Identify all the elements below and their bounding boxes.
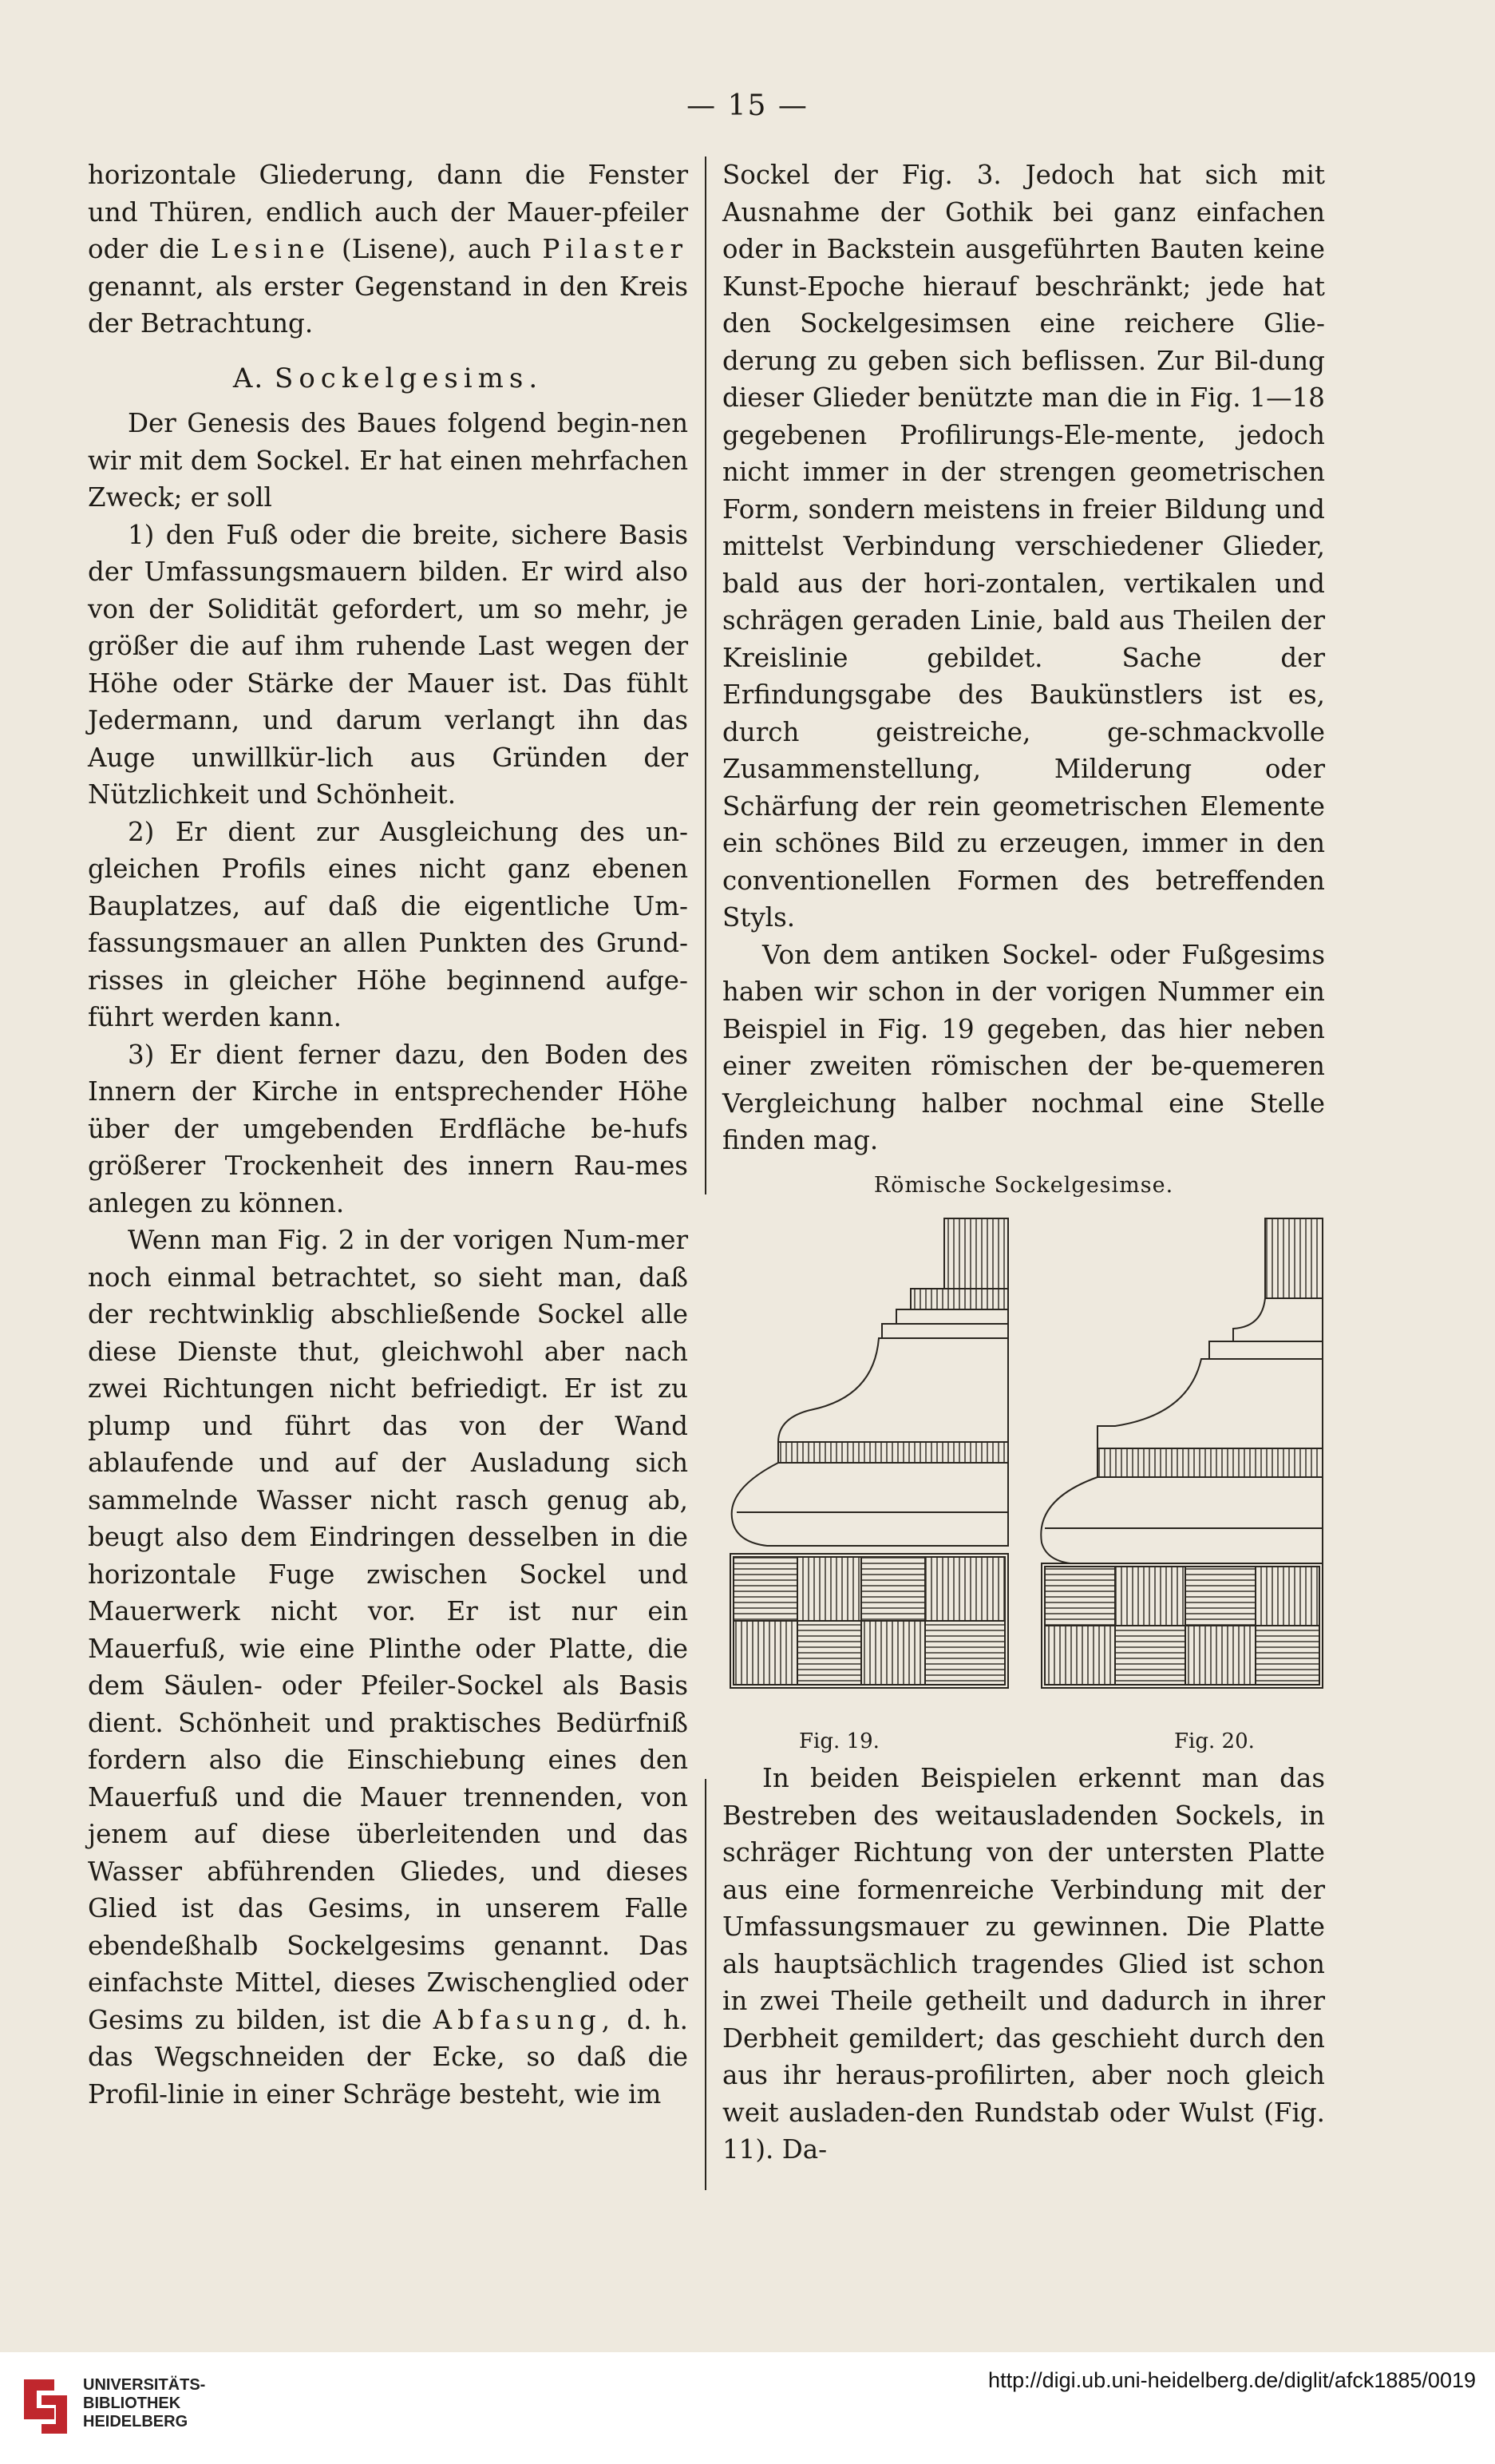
right-column bbox=[722, 156, 1325, 2169]
text-run: d. h. das Wegschneiden der Ecke, so daß die Profil-linie in einer Schräge besteht, wie im bbox=[88, 2004, 688, 2109]
spaced-term: Pilaster bbox=[542, 234, 688, 264]
text-run: (Lisene), auch bbox=[342, 234, 532, 264]
paragraph: Der Genesis des Baues folgend begin-nen wir mit dem Sockel. Er hat einen mehrfachen Zweck; er soll bbox=[88, 408, 688, 513]
fig-20-drawing bbox=[1041, 1218, 1323, 1688]
paragraph: In beiden Beispielen erkennt man das Bestreben des weitausladenden Sockels, in schräger Richtung von der untersten Platte aus eine formenreiche Verbindung mit der Umfassungsmauer zu gewinnen. Die Platte als hauptsächlich tragendes Glied ist schon in zwei Theile getheilt und dadurch in ihrer Derbheit gemildert; das geschieht durch den aus ihr heraus-profilirten, aber noch gleich weit ausladen-den Rundstab oder Wulst (Fig. 11). Da- bbox=[722, 1763, 1325, 2165]
paragraph bbox=[88, 1222, 688, 2113]
page-number: — 15 — bbox=[686, 89, 809, 122]
heading-prefix: A. bbox=[232, 362, 265, 394]
column-rule bbox=[705, 156, 706, 1194]
paragraph: 2) Er dient zur Ausgleichung des un-gleichen Profils eines nicht ganz ebenen Bauplatzes, auf daß die eigentliche Um-fassungsmauer an allen Punkten des Grund-risses in gleicher Höhe beginnend aufge-führt werden kann. bbox=[88, 816, 688, 1032]
source-url-link[interactable]: http://digi.ub.uni-heidelberg.de/diglit/afck1885/0019 bbox=[988, 2368, 1476, 2392]
text-run: Wenn man Fig. 2 in der vorigen Num-mer noch einmal betrachtet, so sieht man, daß der rechtwinklig abschließende Sockel alle diese Dienste thut, gleichwohl aber nach zwei Richtungen nicht befriedigt. Er ist zu plump und führt das von der Wand ablaufende und auf der Ausladung sich sammelnde Wasser nicht rasch genug ab, beugt also dem Eindringen desselben in die horizontale Fuge zwischen Sockel und Mauerwerk nicht vor. Er ist nur ein Mauerfuß, wie eine Plinthe oder Platte, die dem Säulen- oder Pfeiler-Sockel als Basis dient. Schönheit und praktisches Bedürfniß fordern also die Einschiebung eines den Mauerfuß und die Mauer trennenden, von jenem auf diese überleitenden und das Wasser abführenden Gliedes, und dieses Glied ist das Gesims, in unserem Falle ebendeßhalb Sockelgesims genannt. Das einfachste Mittel, dieses Zwischenglied oder Gesims zu bilden, ist die bbox=[88, 1225, 688, 2035]
section-heading bbox=[88, 360, 688, 398]
text-run: horizontale Gliederung, dann die Fenster und Thüren, endlich auch der Mauer-pfeiler oder die bbox=[88, 160, 688, 264]
fig-20-label: Fig. 20. bbox=[1174, 1729, 1255, 1753]
institution-line: HEIDELBERG bbox=[83, 2413, 188, 2430]
paragraph bbox=[88, 156, 688, 343]
institution-name bbox=[83, 2376, 205, 2431]
fig-19-label: Fig. 19. bbox=[799, 1729, 880, 1753]
paragraph: 1) den Fuß oder die breite, sichere Basis der Umfassungsmauern bilden. Er wird also von der Solidität gefordert, um so mehr, je größer die auf ihm ruhende Last wegen der Höhe oder Stärke der Mauer ist. Das fühlt Jedermann, und darum verlangt ihn das Auge unwillkür-lich aus Gründen der Nützlichkeit und Schönheit. bbox=[88, 519, 688, 810]
text-run: genannt, als erster Gegenstand in den Kreis der Betrachtung. bbox=[88, 271, 688, 339]
heading-text: Sockelgesims. bbox=[275, 362, 544, 394]
footer-bar bbox=[0, 2352, 1495, 2464]
institution-line: BIBLIOTHEK bbox=[83, 2395, 181, 2412]
left-column bbox=[88, 156, 688, 2113]
fig-19-drawing bbox=[730, 1218, 1008, 1688]
institution-line: UNIVERSITÄTS- bbox=[83, 2376, 206, 2394]
sockel-profiles-drawing bbox=[722, 1209, 1325, 1720]
figure-caption: Römische Sockelgesimse. bbox=[873, 1172, 1174, 1198]
paragraph: 3) Er dient ferner dazu, den Boden des Innern der Kirche in entsprechender Höhe über der umgebenden Erdfläche be-hufs größerer Trockenheit des innern Rau-mes anlegen zu können. bbox=[88, 1039, 688, 1218]
paragraph: Von dem antiken Sockel- oder Fußgesims haben wir schon in der vorigen Nummer ein Beispiel in Fig. 19 gegeben, das hier neben einer zweiten römischen der be-quemeren Vergleichung halber nochmal eine Stelle finden mag. bbox=[722, 939, 1325, 1155]
paragraph: Sockel der Fig. 3. Jedoch hat sich mit Ausnahme der Gothik bei ganz einfachen oder in Backstein ausgeführten Bauten keine Kunst-Epoche hierauf beschränkt; jede hat den Sockelgesimsen eine reichere Glie-derung zu geben sich beflissen. Zur Bil-dung dieser Glieder benützte man die in Fig. 1—18 gegebenen Profilirungs-Ele-mente, jedoch nicht immer in der strengen geometrischen Form, sondern meistens in freier Bildung und mittelst Verbindung verschiedener Glieder, bald aus der hori-zontalen, vertikalen und schrägen geraden Linie, bald aus Theilen der Kreislinie gebildet. Sache der Erfindungsgabe des Baukünstlers ist es, durch geistreiche, ge-schmackvolle Zusammenstellung, Milderung oder Schärfung der rein geometrischen Elemente ein schönes Bild zu erzeugen, immer in den conventionellen Formen des betreffenden Styls. bbox=[722, 160, 1325, 933]
column-rule bbox=[705, 1779, 706, 2190]
spaced-term: Lesine bbox=[210, 234, 330, 264]
figure-block bbox=[722, 1209, 1325, 1760]
university-logo-icon bbox=[18, 2375, 73, 2438]
spaced-term: Abfasung, bbox=[433, 2004, 616, 2035]
